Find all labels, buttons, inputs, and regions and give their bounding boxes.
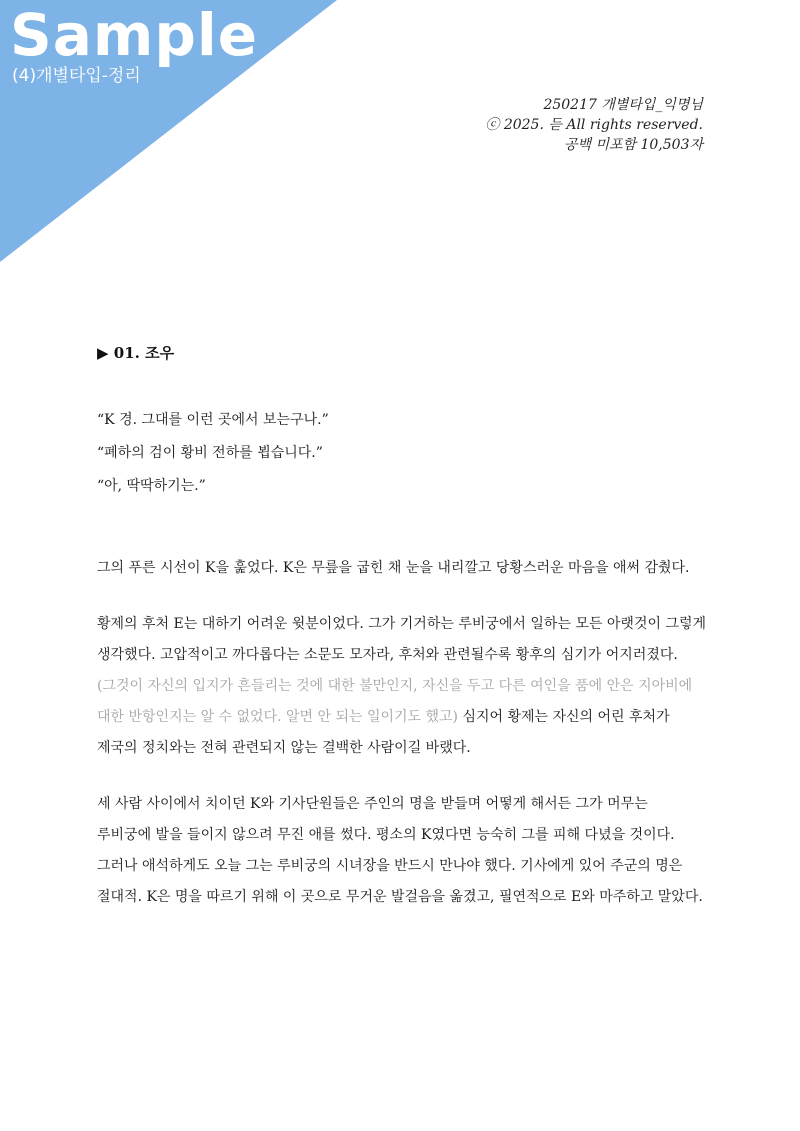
dialogue-block (97, 404, 737, 503)
paragraph-3-line: 세 사람 사이에서 치이던 K와 기사단원들은 주인의 명을 받들며 어떻게 해서든 그가 머무는 (97, 796, 648, 812)
meta-copyright-line: ⓒ 2025. 듣 All rights reserved. (485, 117, 703, 133)
sample-watermark-title: Sample (10, 1, 259, 69)
sample-watermark-subtitle: (4)개별타입-정리 (12, 66, 141, 86)
paragraph-3-line: 루비궁에 발을 들이지 않으려 무진 애를 썼다. 평소의 K였다면 능숙히 그를 피해 다녔을 것이다. (97, 827, 675, 843)
paragraph-2-aside-end: 대한 반항인지는 알 수 없었다. 알면 안 되는 일이기도 했고) (97, 709, 459, 725)
paragraph-2-line (97, 702, 737, 733)
paragraph-3-line: 절대적. K은 명을 따르기 위해 이 곳으로 무거운 발걸음을 옮겼고, 필연적으로 E와 마주하고 말았다. (97, 889, 703, 905)
dialogue-line: “K 경. 그대를 이런 곳에서 보는구나.” (97, 412, 329, 428)
meta-author-line: 250217 개별타입_익명님 (543, 97, 703, 113)
paragraph-2-line: 생각했다. 고압적이고 까다롭다는 소문도 모자라, 후처와 관련될수록 황후의 심기가 어지러졌다. (97, 647, 678, 663)
paragraph-2-aside-line: (그것이 자신의 입지가 흔들리는 것에 대한 불만인지, 자신을 두고 다른 여인을 품에 안은 지아비에 (97, 678, 693, 694)
paragraph-3-line: 그러나 애석하게도 오늘 그는 루비궁의 시녀장을 반드시 만나야 했다. 기사에게 있어 주군의 명은 (97, 858, 683, 874)
meta-character-count: 공백 미포함 10,503자 (563, 137, 703, 153)
paragraph-2-line: 황제의 후처 E는 대하기 어려운 윗분이었다. 그가 기거하는 루비궁에서 일하는 모든 아랫것이 그렇게 (97, 616, 707, 632)
section-heading: ▶ 01. 조우 (97, 344, 175, 362)
document-body (97, 404, 737, 913)
dialogue-line: “아, 딱딱하기는.” (97, 478, 206, 494)
paragraph-2-line: 제국의 정치와는 전혀 관련되지 않는 결백한 사람이길 바랬다. (97, 740, 471, 756)
dialogue-line: “폐하의 검이 황비 전하를 뵙습니다.” (97, 445, 323, 461)
paragraph-2-line-rest: 심지어 황제는 자신의 어린 후처가 (458, 709, 670, 725)
paragraph-1-line: 그의 푸른 시선이 K을 훑었다. K은 무릎을 굽힌 채 눈을 내리깔고 당황스러운 마음을 애써 감췄다. (97, 560, 690, 576)
document-meta (485, 95, 703, 155)
